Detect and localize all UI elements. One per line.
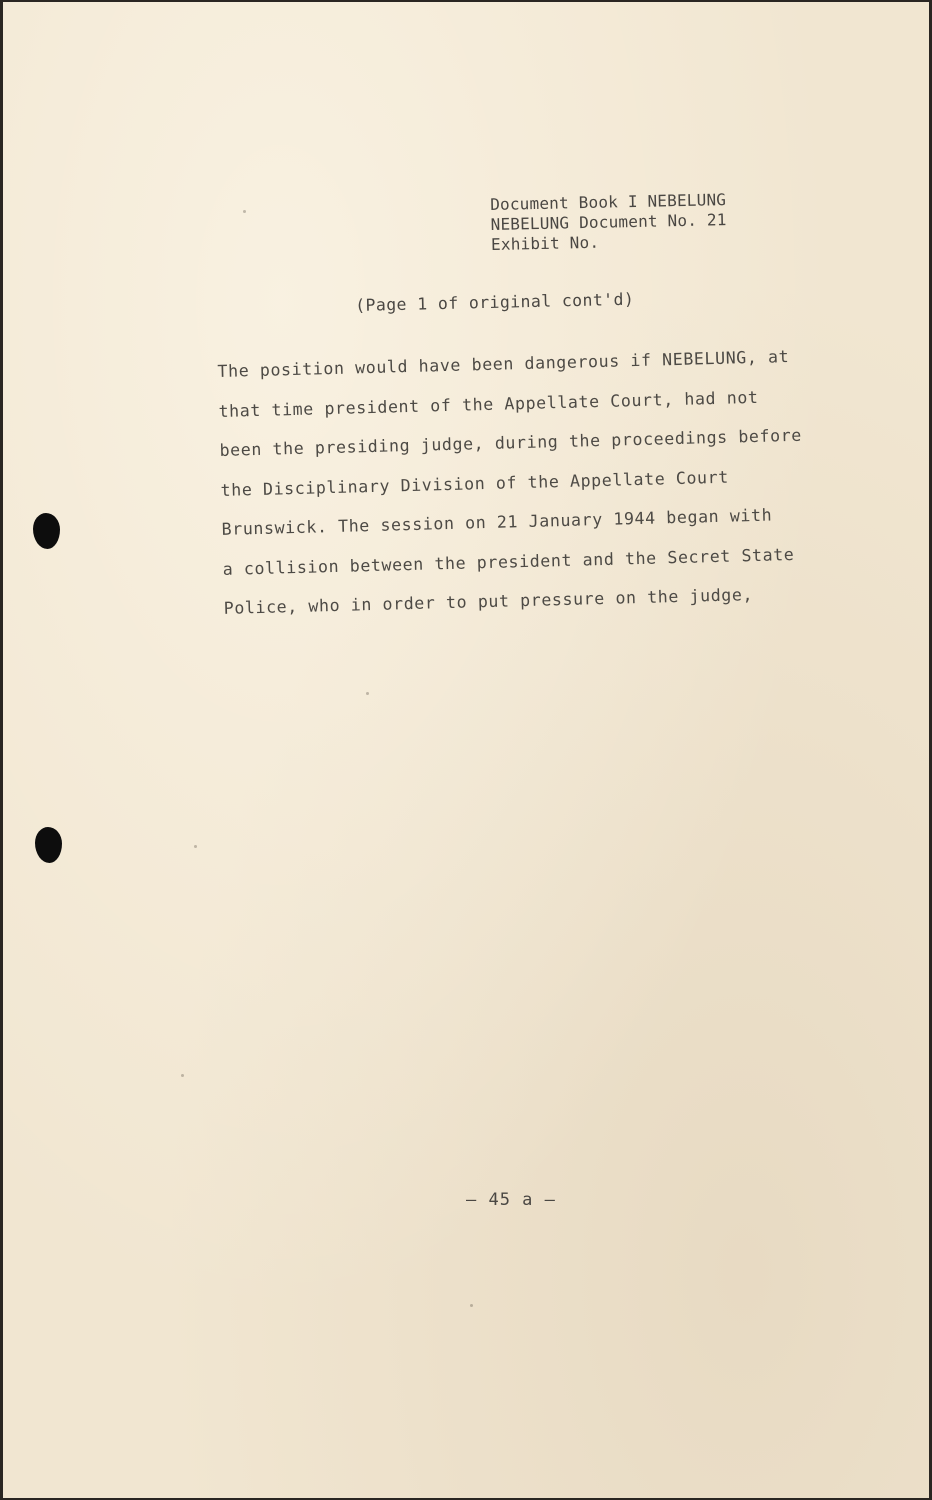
paper-speck <box>194 845 197 848</box>
paper-speck <box>470 1304 473 1307</box>
continuation-note: (Page 1 of original cont'd) <box>355 289 635 315</box>
document-page <box>3 2 929 1498</box>
page-number: – 45 a – <box>466 1190 556 1210</box>
paper-speck <box>181 1074 184 1077</box>
body-line: Brunswick. The session on 21 January 1944 began with <box>221 505 773 539</box>
body-paragraph <box>217 334 904 628</box>
body-line: Police, who in order to put pressure on the judge, <box>223 585 754 618</box>
body-line: the Disciplinary Division of the Appellate Court <box>220 467 730 500</box>
body-line: a collision between the president and the Secret State <box>222 544 795 579</box>
punch-hole-lower <box>35 827 62 863</box>
header-document-number: NEBELUNG Document No. 21 <box>490 210 727 234</box>
paper-speck <box>243 210 246 213</box>
paper-speck <box>366 692 369 695</box>
body-line: that time president of the Appellate Court, had not <box>218 387 759 421</box>
punch-hole-upper <box>33 513 60 549</box>
document-header <box>490 188 811 255</box>
body-line: The position would have been dangerous if NEBELUNG, at <box>217 347 790 381</box>
header-document-book: Document Book I NEBELUNG <box>490 190 727 214</box>
body-line: been the presiding judge, during the proceedings before <box>219 425 803 460</box>
header-exhibit-number: Exhibit No. <box>490 232 600 254</box>
